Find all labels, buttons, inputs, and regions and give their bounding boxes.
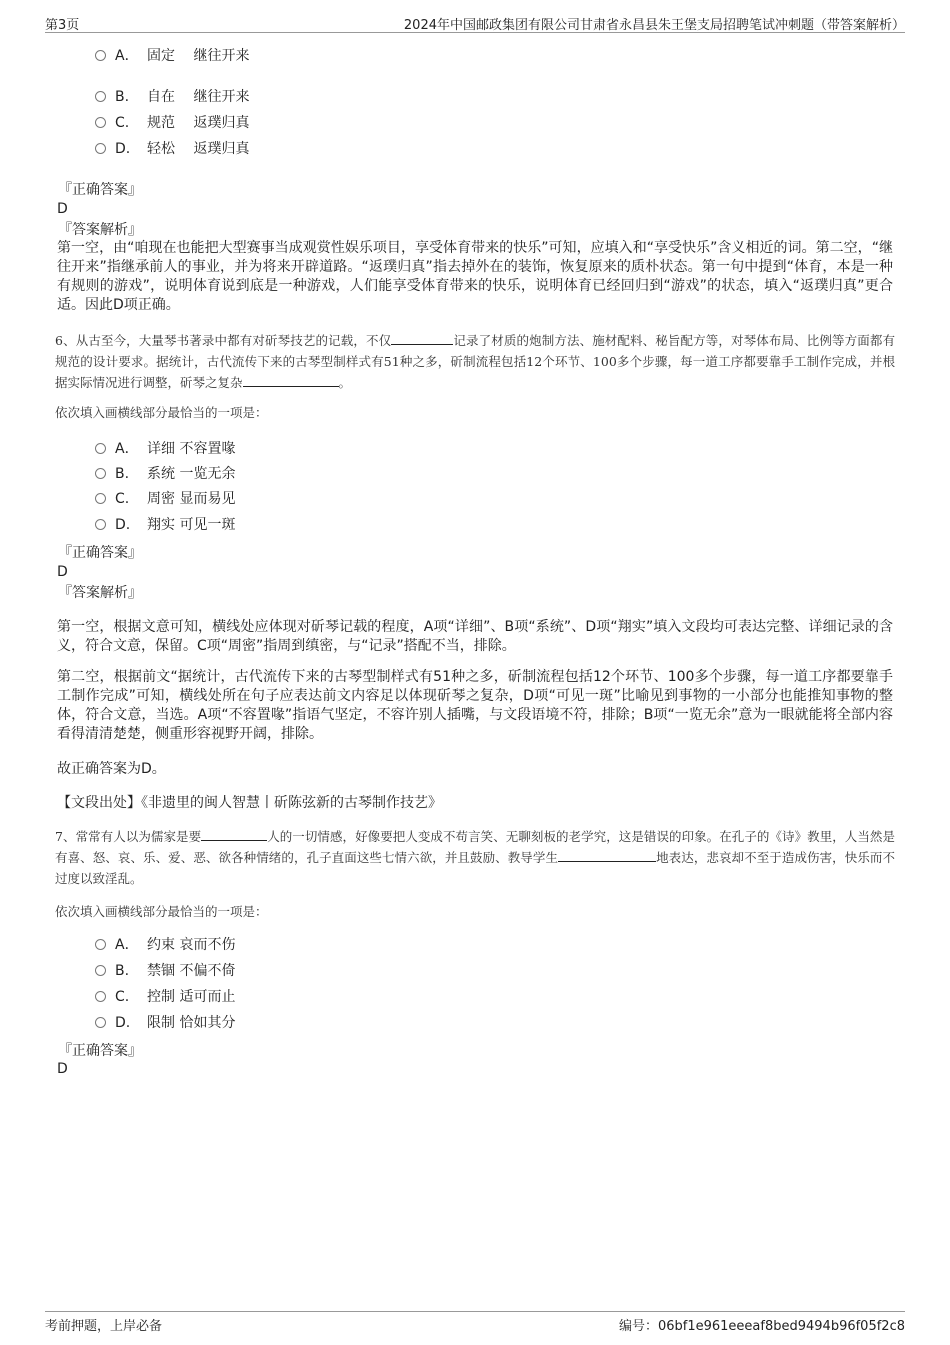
radio-icon[interactable]	[95, 143, 106, 154]
q6-stem: 6、从古至今，大量琴书著录中都有对斫琴技艺的记载，不仅 记录了材质的炮制方法、施材配料、秘旨配方等，对琴体布局、比例等方面都有规范的设计要求。据统计，古代流传下来的古琴型制样式有51种之多，斫制流程包括12个环节、100多个步骤，每一道工序都要靠手工制作完成，并根据实际情况进行调整，斫琴之复杂 。	[55, 333, 895, 390]
page-header	[45, 10, 905, 33]
radio-icon[interactable]	[95, 117, 106, 128]
page-number: 第3页	[45, 18, 80, 33]
document-id: 编号：06bf1e961eeeaf8bed9494b96f05f2c8	[618, 1319, 905, 1334]
radio-icon[interactable]	[95, 965, 106, 976]
q6-option-d[interactable]: D. 翔实 可见一斑	[95, 515, 235, 535]
radio-icon[interactable]	[95, 1017, 106, 1028]
q5-answer-label: 『正确答案』	[58, 182, 142, 198]
blank-1	[201, 828, 267, 841]
q5-analysis-label: 『答案解析』	[58, 222, 142, 238]
q5-option-b[interactable]: B. 自在 继往开来	[95, 87, 249, 107]
document-title: 2024年中国邮政集团有限公司甘肃省永昌县朱王堡支局招聘笔试冲刺题（带答案解析）	[403, 18, 905, 33]
footer-slogan: 考前押题，上岸必备	[45, 1319, 163, 1334]
q6-conclusion: 故正确答案为D。	[57, 761, 166, 777]
q6-answer: D	[57, 564, 68, 580]
q7-option-d[interactable]: D. 限制 恰如其分	[95, 1013, 235, 1033]
radio-icon[interactable]	[95, 493, 106, 504]
radio-icon[interactable]	[95, 443, 106, 454]
q6-analysis-label: 『答案解析』	[58, 585, 142, 601]
q6-prompt: 依次填入画横线部分最恰当的一项是：	[55, 405, 268, 420]
radio-icon[interactable]	[95, 519, 106, 530]
q7-option-c[interactable]: C. 控制 适可而止	[95, 987, 235, 1007]
radio-icon[interactable]	[95, 991, 106, 1002]
q6-source: 【文段出处】《非遗里的闽人智慧丨斫陈弦新的古琴制作技艺》	[57, 795, 442, 811]
q7-option-a[interactable]: A． 约束 哀而不伤	[95, 935, 235, 955]
q7-prompt: 依次填入画横线部分最恰当的一项是：	[55, 904, 268, 919]
q7-stem: 7、常常有人以为儒家是要 人的一切情感，好像要把人变成不苟言笑、无聊刻板的老学究，这是错误的印象。在孔子的《诗》教里，人当然是有喜、怒、哀、乐、爱、恶、欲各种情绪的，孔子直面这些七情六欲，并且鼓励、教导学生 地表达，悲哀却不至于造成伤害，快乐而不过度以致淫乱。	[55, 829, 895, 886]
q7-answer-label: 『正确答案』	[58, 1043, 142, 1059]
q7-answer: D	[57, 1061, 68, 1077]
radio-icon[interactable]	[95, 939, 106, 950]
q6-analysis-1: 第一空，根据文意可知，横线处应体现对斫琴记载的程度，A项“详细”、B项“系统”、D项“翔实”填入文段均可表达完整、详细记录的含义，符合文意，保留。C项“周密”指周到缜密，与“记录”搭配不当，排除。	[57, 619, 893, 654]
radio-icon[interactable]	[95, 50, 106, 61]
q5-answer: D	[57, 201, 68, 217]
blank-2	[558, 849, 656, 862]
blank-2	[243, 374, 339, 387]
q6-analysis-2: 第二空，根据前文“据统计，古代流传下来的古琴型制样式有51种之多，斫制流程包括12个环节、100多个步骤，每一道工序都要靠手工制作完成”可知，横线处所在句子应表达前文内容足以体现斫琴之复杂，D项“可见一斑”比喻见到事物的一小部分也能推知事物的整体，符合文意，当选。A项“不容置喙”指语气坚定，不容许别人插嘴，与文段语境不符，排除；B项“一览无余”意为一眼就能将全部内容看得清清楚楚，侧重形容视野开阔，排除。	[57, 669, 893, 742]
page-footer	[45, 1311, 905, 1334]
q6-option-b[interactable]: B. 系统 一览无余	[95, 464, 235, 484]
q5-option-d[interactable]: D. 轻松 返璞归真	[95, 139, 249, 159]
q6-answer-label: 『正确答案』	[58, 545, 142, 561]
blank-1	[391, 332, 453, 345]
radio-icon[interactable]	[95, 91, 106, 102]
q6-option-c[interactable]: C. 周密 显而易见	[95, 489, 235, 509]
q7-option-b[interactable]: B. 禁锢 不偏不倚	[95, 961, 235, 981]
q5-option-c[interactable]: C. 规范 返璞归真	[95, 113, 249, 133]
radio-icon[interactable]	[95, 468, 106, 479]
q6-option-a[interactable]: A． 详细 不容置喙	[95, 439, 235, 459]
q5-option-a[interactable]: A． 固定 继往开来	[95, 46, 249, 66]
q5-analysis: 第一空，由“咱现在也能把大型赛事当成观赏性娱乐项目，享受体育带来的快乐”可知，应填入和“享受快乐”含义相近的词。第二空，“继往开来”指继承前人的事业，并为将来开辟道路。“返璞归真”指去掉外在的装饰，恢复原来的质朴状态。第一句中提到“体育，本是一种有规则的游戏”，说明体育说到底是一种游戏，人们能享受体育带来的快乐，说明体育已经回归到“游戏”的状态，填入“返璞归真”更合适。因此D项正确。	[57, 240, 893, 313]
